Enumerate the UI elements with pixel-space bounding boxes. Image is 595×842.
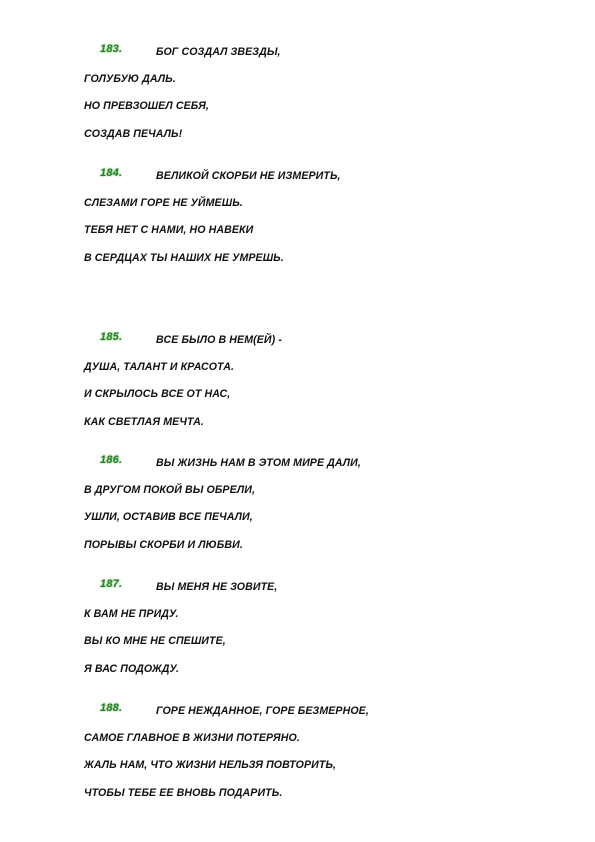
- verse-line: ВЕЛИКОЙ СКОРБИ НЕ ИЗМЕРИТЬ,: [156, 170, 341, 182]
- verse-line: СЛЕЗАМИ ГОРЕ НЕ УЙМЕШЬ.: [84, 197, 243, 210]
- verse-line: ВЫ МЕНЯ НЕ ЗОВИТЕ,: [156, 581, 278, 593]
- verse-line: НО ПРЕВЗОШЕЛ СЕБЯ,: [84, 100, 209, 113]
- verse-number: 183.: [100, 43, 123, 55]
- verse-188: [84, 703, 564, 812]
- verse-line: ТЕБЯ НЕТ С НАМИ, НО НАВЕКИ: [84, 224, 254, 237]
- verse-line: ЖАЛЬ НАМ, ЧТО ЖИЗНИ НЕЛЬЗЯ ПОВТОРИТЬ,: [84, 759, 337, 772]
- verse-first-line: [84, 168, 564, 195]
- verse-line: И СКРЫЛОСЬ ВСЕ ОТ НАС,: [84, 388, 231, 401]
- verse-line: ГОРЕ НЕЖДАННОЕ, ГОРЕ БЕЗМЕРНОЕ,: [156, 705, 369, 717]
- verse-number: 184.: [100, 167, 123, 179]
- verse-line: В ДРУГОМ ПОКОЙ ВЫ ОБРЕЛИ,: [84, 484, 256, 497]
- verse-line: ПОРЫВЫ СКОРБИ И ЛЮБВИ.: [84, 538, 243, 551]
- verse-line: КАК СВЕТЛАЯ МЕЧТА.: [84, 415, 204, 428]
- verse-first-line: [84, 455, 564, 482]
- verse-first-line: [84, 703, 564, 730]
- verse-186: [84, 455, 564, 564]
- verse-line: ЧТОБЫ ТЕБЕ ЕЕ ВНОВЬ ПОДАРИТЬ.: [84, 786, 283, 799]
- verse-number: 188.: [100, 702, 123, 714]
- verse-line: ВСЕ БЫЛО В НЕМ(ЕЙ) -: [156, 334, 282, 346]
- verse-first-line: [84, 579, 564, 606]
- verse-number: 185.: [100, 331, 123, 343]
- verse-183: [84, 44, 564, 153]
- verse-line: УШЛИ, ОСТАВИВ ВСЕ ПЕЧАЛИ,: [84, 511, 253, 524]
- verse-number: 186.: [100, 454, 123, 466]
- verse-line: ДУША, ТАЛАНТ И КРАСОТА.: [84, 361, 235, 374]
- verse-line: ВЫ ЖИЗНЬ НАМ В ЭТОМ МИРЕ ДАЛИ,: [156, 457, 361, 469]
- verse-first-line: [84, 44, 564, 71]
- verse-line: СОЗДАВ ПЕЧАЛЬ!: [84, 127, 183, 140]
- verse-185: [84, 332, 564, 441]
- verse-first-line: [84, 332, 564, 359]
- verse-line: К ВАМ НЕ ПРИДУ.: [84, 608, 179, 621]
- verse-line: БОГ СОЗДАЛ ЗВЕЗДЫ,: [156, 46, 281, 58]
- verse-line: В СЕРДЦАХ ТЫ НАШИХ НЕ УМРЕШЬ.: [84, 251, 284, 264]
- verse-184: [84, 168, 564, 277]
- verse-187: [84, 579, 564, 688]
- verse-number: 187.: [100, 578, 123, 590]
- verse-line: ГОЛУБУЮ ДАЛЬ.: [84, 73, 176, 86]
- verse-line: ВЫ КО МНЕ НЕ СПЕШИТЕ,: [84, 635, 226, 648]
- verse-line: САМОЕ ГЛАВНОЕ В ЖИЗНИ ПОТЕРЯНО.: [84, 732, 300, 745]
- verse-line: Я ВАС ПОДОЖДУ.: [84, 662, 180, 675]
